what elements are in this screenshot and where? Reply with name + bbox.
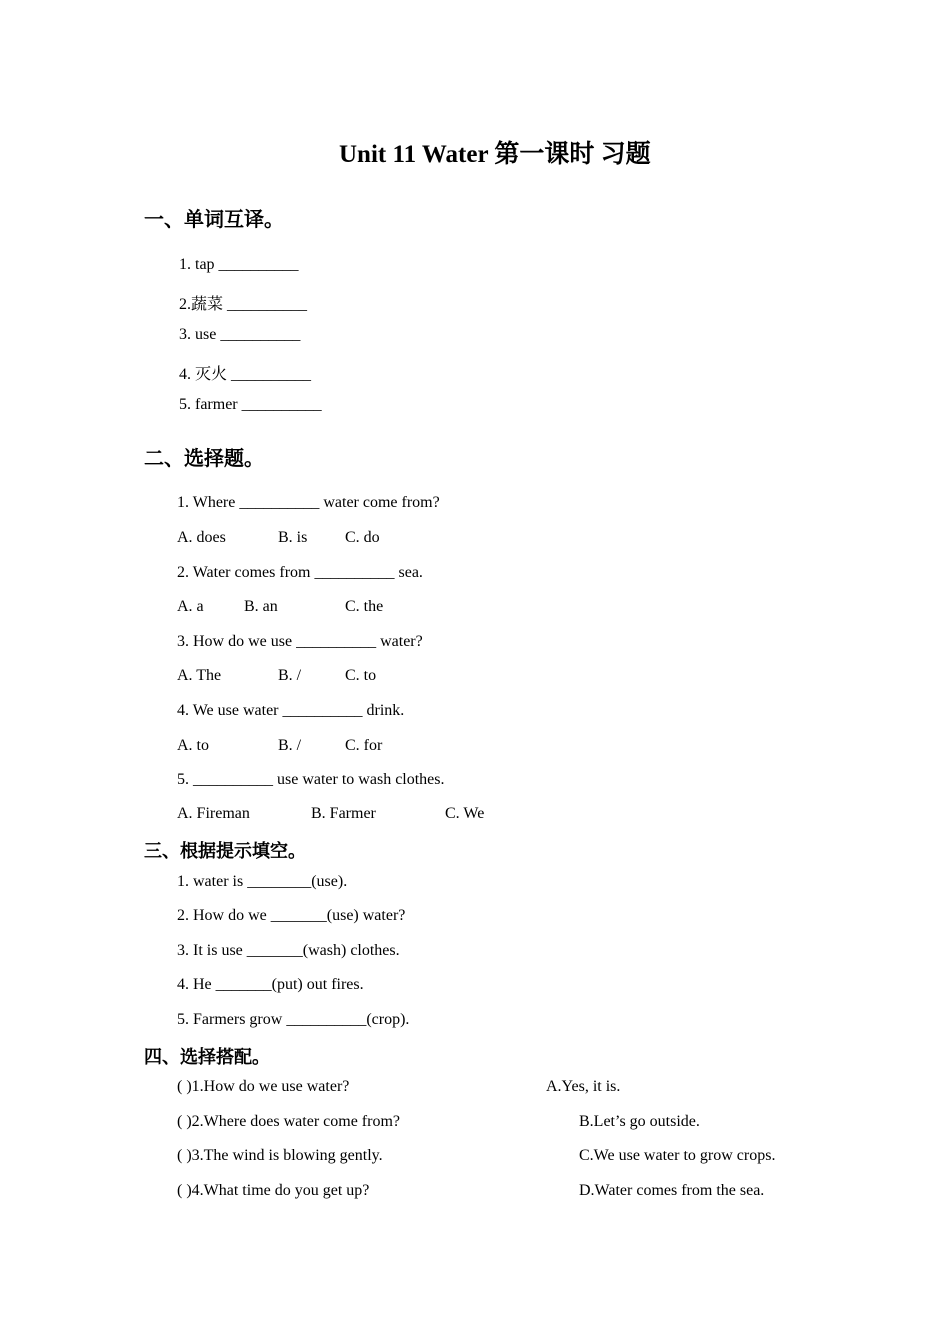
question-text: 3. How do we use __________ water? bbox=[177, 633, 423, 650]
fill-item: 1. water is ________(use). bbox=[177, 873, 348, 890]
match-question: ( )3.The wind is blowing gently. bbox=[177, 1147, 383, 1164]
option-c: C. We bbox=[445, 805, 485, 822]
fill-item: 3. It is use _______(wash) clothes. bbox=[177, 942, 400, 959]
option-b: B. / bbox=[278, 737, 302, 754]
vocab-item: 5. farmer __________ bbox=[179, 396, 322, 413]
vocab-item: 3. use __________ bbox=[179, 326, 301, 343]
match-answer: B.Let’s go outside. bbox=[579, 1113, 700, 1130]
option-a: A. to bbox=[177, 737, 209, 754]
question-text: 5. __________ use water to wash clothes. bbox=[177, 771, 445, 788]
section-3-heading: 三、根据提示填空。 bbox=[144, 841, 306, 861]
option-c: C. the bbox=[345, 598, 384, 615]
match-question: ( )1.How do we use water? bbox=[177, 1078, 350, 1095]
fill-item: 2. How do we _______(use) water? bbox=[177, 907, 406, 924]
match-answer: A.Yes, it is. bbox=[546, 1078, 621, 1095]
option-b: B. an bbox=[244, 598, 278, 615]
match-answer: C.We use water to grow crops. bbox=[579, 1147, 776, 1164]
option-a: A. a bbox=[177, 598, 204, 615]
option-b: B. Farmer bbox=[311, 805, 376, 822]
page-title: Unit 11 Water 第一课时 习题 bbox=[339, 141, 651, 168]
match-answer: D.Water comes from the sea. bbox=[579, 1182, 765, 1199]
question-text: 2. Water comes from __________ sea. bbox=[177, 564, 423, 581]
section-2-heading: 二、选择题。 bbox=[144, 448, 264, 470]
option-c: C. for bbox=[345, 737, 383, 754]
fill-item: 4. He _______(put) out fires. bbox=[177, 976, 364, 993]
question-text: 1. Where __________ water come from? bbox=[177, 494, 440, 511]
option-c: C. to bbox=[345, 667, 377, 684]
option-a: A. The bbox=[177, 667, 222, 684]
option-a: A. Fireman bbox=[177, 805, 250, 822]
vocab-item: 1. tap __________ bbox=[179, 256, 299, 273]
option-a: A. does bbox=[177, 529, 226, 546]
match-question: ( )4.What time do you get up? bbox=[177, 1182, 370, 1199]
section-4-heading: 四、选择搭配。 bbox=[144, 1047, 270, 1067]
question-text: 4. We use water __________ drink. bbox=[177, 702, 405, 719]
fill-item: 5. Farmers grow __________(crop). bbox=[177, 1011, 410, 1028]
match-question: ( )2.Where does water come from? bbox=[177, 1113, 400, 1130]
option-b: B. / bbox=[278, 667, 302, 684]
vocab-item: 4. 灭火 __________ bbox=[179, 366, 312, 383]
option-c: C. do bbox=[345, 529, 380, 546]
vocab-item: 2.蔬菜 __________ bbox=[179, 296, 308, 313]
section-1-heading: 一、单词互译。 bbox=[144, 209, 284, 231]
option-b: B. is bbox=[278, 529, 308, 546]
